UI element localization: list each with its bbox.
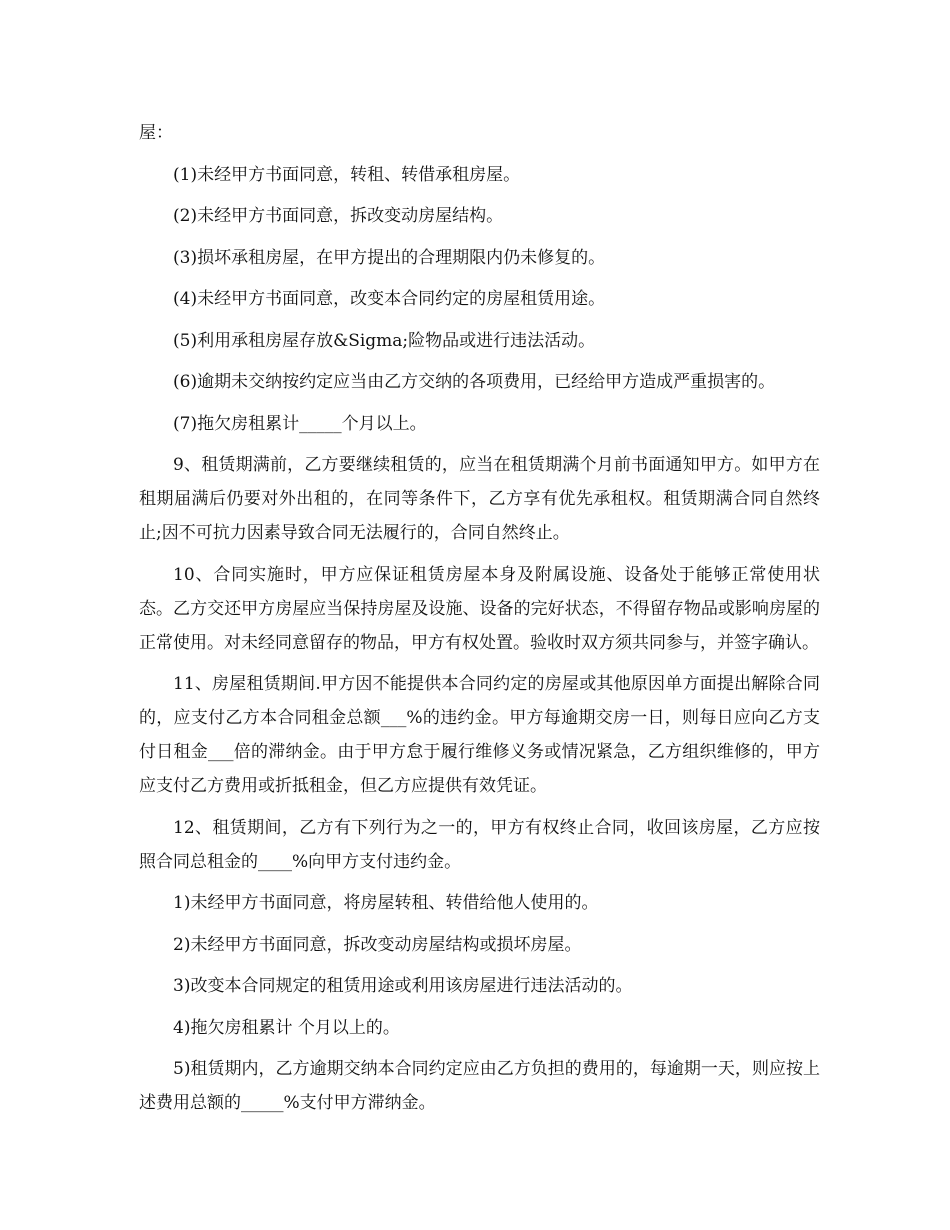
section-12-item-4: 4)拖欠房租累计 个月以上的。 bbox=[173, 1017, 400, 1038]
clause-item-4: (4)未经甲方书面同意，改变本合同约定的房屋租赁用途。 bbox=[173, 289, 606, 309]
paragraph-continuation: 屋： bbox=[139, 123, 173, 143]
clause-item-3: (3)损坏承租房屋，在甲方提出的合理期限内仍未修复的。 bbox=[173, 247, 606, 268]
clause-item-2: (2)未经甲方书面同意，拆改变动房屋结构。 bbox=[173, 206, 504, 226]
section-12-item-1: 1)未经甲方书面同意，将房屋转租、转借给他人使用的。 bbox=[173, 893, 599, 913]
section-11: 11、房屋租赁期间.甲方因不能提供本合同约定的房屋或其他原因单方面提出解除合同的，应支付乙方本合同租金总额___%的违约金。甲方每逾期交房一日，则每日应向乙方支付日租金___倍的滞纳金。由于甲方怠于履行维修义务或情况紧急，乙方组织维修的，甲方应支付乙方费用或折抵租金，但乙方应提供有效凭证。 bbox=[139, 674, 820, 796]
section-9: 9、租赁期满前，乙方要继续租赁的，应当在租赁期满个月前书面通知甲方。如甲方在租期届满后仍要对外出租的，在同等条件下，乙方享有优先承租权。租赁期满合同自然终止;因不可抗力因素导致合同无法履行的，合同自然终止。 bbox=[139, 455, 820, 543]
section-12: 12、租赁期间，乙方有下列行为之一的，甲方有权终止合同，收回该房屋，乙方应按照合同总租金的____%向甲方支付违约金。 bbox=[139, 817, 820, 872]
clause-item-1: (1)未经甲方书面同意，转租、转借承租房屋。 bbox=[173, 164, 521, 185]
clause-item-5: (5)利用承租房屋存放&Sigma;险物品或进行违法活动。 bbox=[173, 330, 596, 351]
clause-item-7: (7)拖欠房租累计_____个月以上。 bbox=[173, 413, 427, 434]
section-12-item-5: 5)租赁期内，乙方逾期交纳本合同约定应由乙方负担的费用的，每逾期一天，则应按上述费用总额的_____%支付甲方滞纳金。 bbox=[139, 1059, 820, 1113]
section-10: 10、合同实施时，甲方应保证租赁房屋本身及附属设施、设备处于能够正常使用状态。乙方交还甲方房屋应当保持房屋及设施、设备的完好状态，不得留存物品或影响房屋的正常使用。对未经同意留存的物品，甲方有权处置。验收时双方须共同参与，并签字确认。 bbox=[139, 564, 820, 653]
section-12-item-2: 2)未经甲方书面同意，拆改变动房屋结构或损坏房屋。 bbox=[173, 934, 582, 955]
section-12-item-3: 3)改变本合同规定的租赁用途或利用该房屋进行违法活动的。 bbox=[173, 976, 633, 996]
clause-item-6: (6)逾期未交纳按约定应当由乙方交纳的各项费用，已经给甲方造成严重损害的。 bbox=[173, 372, 776, 392]
